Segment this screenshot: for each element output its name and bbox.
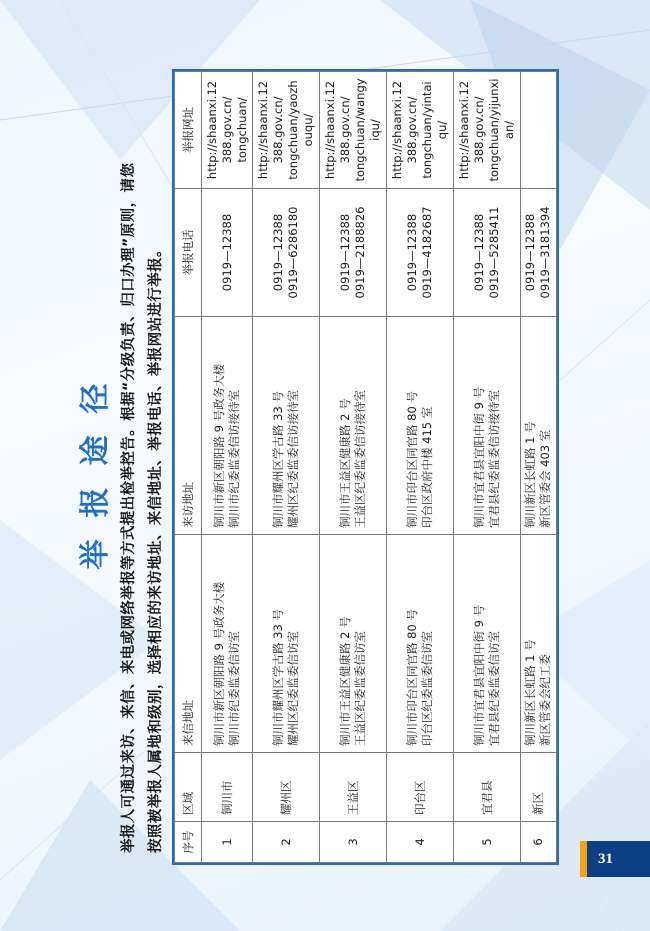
row-phone: 0919—12388 0919—2188826 (320, 189, 387, 317)
table-row (387, 72, 454, 863)
row-web-link[interactable]: http://shaanxi.12388.gov.cn/ tongchuan/yintaiqu/ (387, 72, 454, 189)
intro-line-2: 按照被举报人属地和级别，选择相应的来访地址、来信地址、举报电话、举报网站进行举报。 (148, 242, 164, 853)
row-web-link[interactable]: http://shaanxi.12388.gov.cn/ tongchuan/yaozhouqu/ (253, 72, 320, 189)
row-phone: 0919—12388 0919—4182687 (387, 189, 454, 317)
header-no: 序号 (175, 822, 202, 863)
row-no: 2 (253, 822, 320, 863)
row-phone: 0919—12388 0919—5285411 (454, 189, 521, 317)
row-visit: 铜川市新区朝阳路 9 号政务大楼 铜川市纪委监委信访接待室 (202, 317, 253, 535)
row-no: 4 (387, 822, 454, 863)
row-no: 6 (520, 822, 556, 863)
row-area: 印台区 (387, 753, 454, 822)
row-mail: 铜川市印台区同官路 80 号 印台区纪委监委信访室 (387, 535, 454, 753)
row-area: 新区 (520, 753, 556, 822)
row-mail: 铜川市耀州区学古路 33 号 耀州区纪委监委信访室 (253, 535, 320, 753)
header-visit: 来访地址 (175, 317, 202, 535)
intro-line-1: 举报人可通过来访、来信、来电或网络举报等方式提出检举控告。根据“分级负责、归口办理”原则，请您 (121, 162, 137, 853)
row-phone: 0919—12388 (202, 189, 253, 317)
page-title: 举报途径 (78, 361, 113, 570)
row-mail: 铜川市新区朝阳路 9 号政务大楼 铜川市纪委监委信访室 (202, 535, 253, 753)
row-area: 王益区 (320, 753, 387, 822)
table-row (454, 72, 521, 863)
page-number-badge: 31 (580, 841, 650, 877)
table-row (202, 72, 253, 863)
header-web: 举报网址 (175, 72, 202, 189)
row-mail: 铜川新区长虹路 1 号 新区管委会纪工委 (520, 535, 556, 753)
row-visit: 铜川市耀州区学古路 33 号 耀州区纪委监委信访接待室 (253, 317, 320, 535)
table-row (253, 72, 320, 863)
row-no: 5 (454, 822, 521, 863)
header-mail: 来信地址 (175, 535, 202, 753)
row-area: 宜君县 (454, 753, 521, 822)
row-visit: 铜川市王益区健康路 2 号 王益区纪委监委信访接待室 (320, 317, 387, 535)
table-row (520, 72, 556, 863)
row-web-empty (520, 72, 556, 189)
table-row (320, 72, 387, 863)
row-visit: 铜川新区长虹路 1 号 新区管委会 403 室 (520, 317, 556, 535)
row-area: 耀州区 (253, 753, 320, 822)
intro-paragraph (116, 73, 170, 853)
row-no: 3 (320, 822, 387, 863)
row-area: 铜川市 (202, 753, 253, 822)
row-phone: 0919—12388 0919—6286180 (253, 189, 320, 317)
row-no: 1 (202, 822, 253, 863)
row-web-link[interactable]: http://shaanxi.12388.gov.cn/ tongchuan/yijunxian/ (454, 72, 521, 189)
header-area: 区域 (175, 753, 202, 822)
row-web-link[interactable]: http://shaanxi.12388.gov.cn/ tongchuan/ (202, 72, 253, 189)
header-phone: 举报电话 (175, 189, 202, 317)
row-mail: 铜川市宜君县宜阳中街 9 号 宜君县纪委监委信访室 (454, 535, 521, 753)
row-web-link[interactable]: http://shaanxi.12388.gov.cn/ tongchuan/wangyiqu/ (320, 72, 387, 189)
row-phone: 0919—12388 0919—3181394 (520, 189, 556, 317)
report-channels-table (172, 69, 559, 865)
row-visit: 铜川市宜君县宜阳中街 9 号 宜君县纪委监委信访接待室 (454, 317, 521, 535)
row-mail: 铜川市王益区健康路 2 号 王益区纪委监委信访室 (320, 535, 387, 753)
table-header-row (175, 72, 202, 863)
row-visit: 铜川市印台区同官路 80 号 印台区政府中楼 415 室 (387, 317, 454, 535)
